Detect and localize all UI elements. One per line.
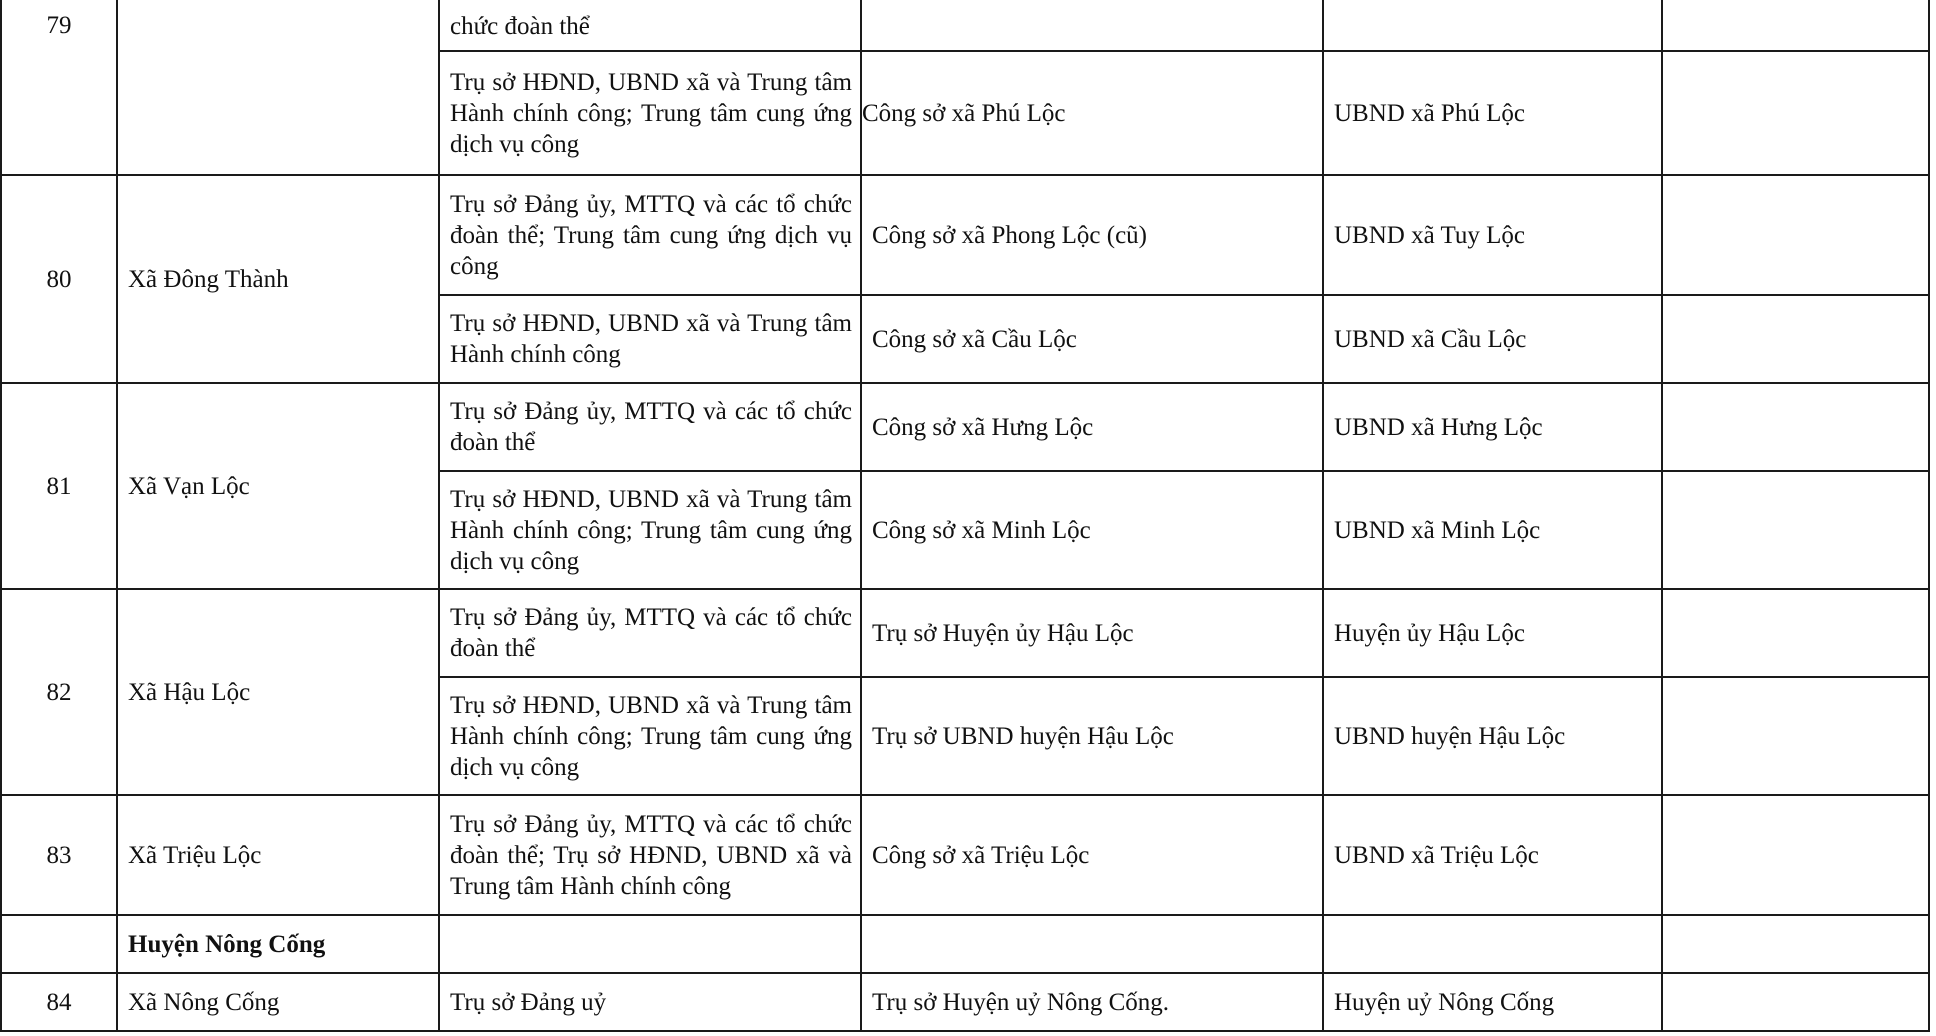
location-cell: Trụ sở Đảng ủy, MTTQ và các tổ chức đoàn thể <box>439 383 861 471</box>
table-row <box>1 589 1929 677</box>
unit-cell: UBND huyện Hậu Lộc <box>1323 677 1662 795</box>
unit-cell: UBND xã Triệu Lộc <box>1323 795 1662 915</box>
stt-cell <box>1 915 117 973</box>
office-cell: Công sở xã Phú Lộc <box>861 51 1323 175</box>
district-row <box>1 915 1929 973</box>
district-name: Huyện Nông Cống <box>117 915 439 973</box>
note-cell <box>1662 471 1929 589</box>
location-cell: Trụ sở HĐND, UBND xã và Trung tâm Hành chính công; Trung tâm cung ứng dịch vụ công <box>439 471 861 589</box>
office-cell <box>861 0 1323 51</box>
unit-cell: Huyện uỷ Nông Cống <box>1323 973 1662 1031</box>
table-row <box>1 795 1929 915</box>
table-row <box>1 0 1929 51</box>
stt-cell: 79 <box>1 0 117 175</box>
stt-cell: 81 <box>1 383 117 589</box>
office-cell: Công sở xã Triệu Lộc <box>861 795 1323 915</box>
location-cell: Trụ sở Đảng ủy, MTTQ và các tổ chức đoàn thể <box>439 589 861 677</box>
location-cell: Trụ sở Đảng ủy, MTTQ và các tổ chức đoàn thể; Trung tâm cung ứng dịch vụ công <box>439 175 861 295</box>
unit-cell: UBND xã Phú Lộc <box>1323 51 1662 175</box>
note-cell <box>1662 795 1929 915</box>
commune-cell: Xã Đông Thành <box>117 175 439 383</box>
note-cell <box>1662 0 1929 51</box>
office-cell: Công sở xã Cầu Lộc <box>861 295 1323 383</box>
unit-cell: Huyện ủy Hậu Lộc <box>1323 589 1662 677</box>
location-cell: Trụ sở HĐND, UBND xã và Trung tâm Hành chính công; Trung tâm cung ứng dịch vụ công <box>439 677 861 795</box>
commune-cell: Xã Hậu Lộc <box>117 589 439 795</box>
unit-cell: UBND xã Tuy Lộc <box>1323 175 1662 295</box>
table-row <box>1 175 1929 295</box>
unit-cell <box>1323 0 1662 51</box>
location-cell: chức đoàn thể <box>439 0 861 51</box>
location-cell: Trụ sở Đảng ủy, MTTQ và các tổ chức đoàn thể; Trụ sở HĐND, UBND xã và Trung tâm Hành chính công <box>439 795 861 915</box>
note-cell <box>1662 51 1929 175</box>
table-row <box>1 973 1929 1031</box>
office-cell: Trụ sở UBND huyện Hậu Lộc <box>861 677 1323 795</box>
note-cell <box>1662 175 1929 295</box>
unit-cell <box>1323 915 1662 973</box>
office-cell: Công sở xã Minh Lộc <box>861 471 1323 589</box>
commune-cell: Xã Vạn Lộc <box>117 383 439 589</box>
note-cell <box>1662 915 1929 973</box>
location-cell: Trụ sở HĐND, UBND xã và Trung tâm Hành chính công <box>439 295 861 383</box>
office-cell: Công sở xã Hưng Lộc <box>861 383 1323 471</box>
commune-cell <box>117 0 439 175</box>
note-cell <box>1662 383 1929 471</box>
table-row <box>1 383 1929 471</box>
commune-cell: Xã Nông Cống <box>117 973 439 1031</box>
note-cell <box>1662 295 1929 383</box>
stt-cell: 84 <box>1 973 117 1031</box>
note-cell <box>1662 973 1929 1031</box>
location-cell: Trụ sở HĐND, UBND xã và Trung tâm Hành chính công; Trung tâm cung ứng dịch vụ công <box>439 51 861 175</box>
location-cell <box>439 915 861 973</box>
note-cell <box>1662 589 1929 677</box>
note-cell <box>1662 677 1929 795</box>
office-cell: Trụ sở Huyện uỷ Nông Cống. <box>861 973 1323 1031</box>
stt-cell: 82 <box>1 589 117 795</box>
commune-cell: Xã Triệu Lộc <box>117 795 439 915</box>
office-cell: Công sở xã Phong Lộc (cũ) <box>861 175 1323 295</box>
stt-cell: 80 <box>1 175 117 383</box>
unit-cell: UBND xã Minh Lộc <box>1323 471 1662 589</box>
office-cell: Trụ sở Huyện ủy Hậu Lộc <box>861 589 1323 677</box>
stt-cell: 83 <box>1 795 117 915</box>
office-cell <box>861 915 1323 973</box>
unit-cell: UBND xã Hưng Lộc <box>1323 383 1662 471</box>
location-cell: Trụ sở Đảng uỷ <box>439 973 861 1031</box>
unit-cell: UBND xã Cầu Lộc <box>1323 295 1662 383</box>
